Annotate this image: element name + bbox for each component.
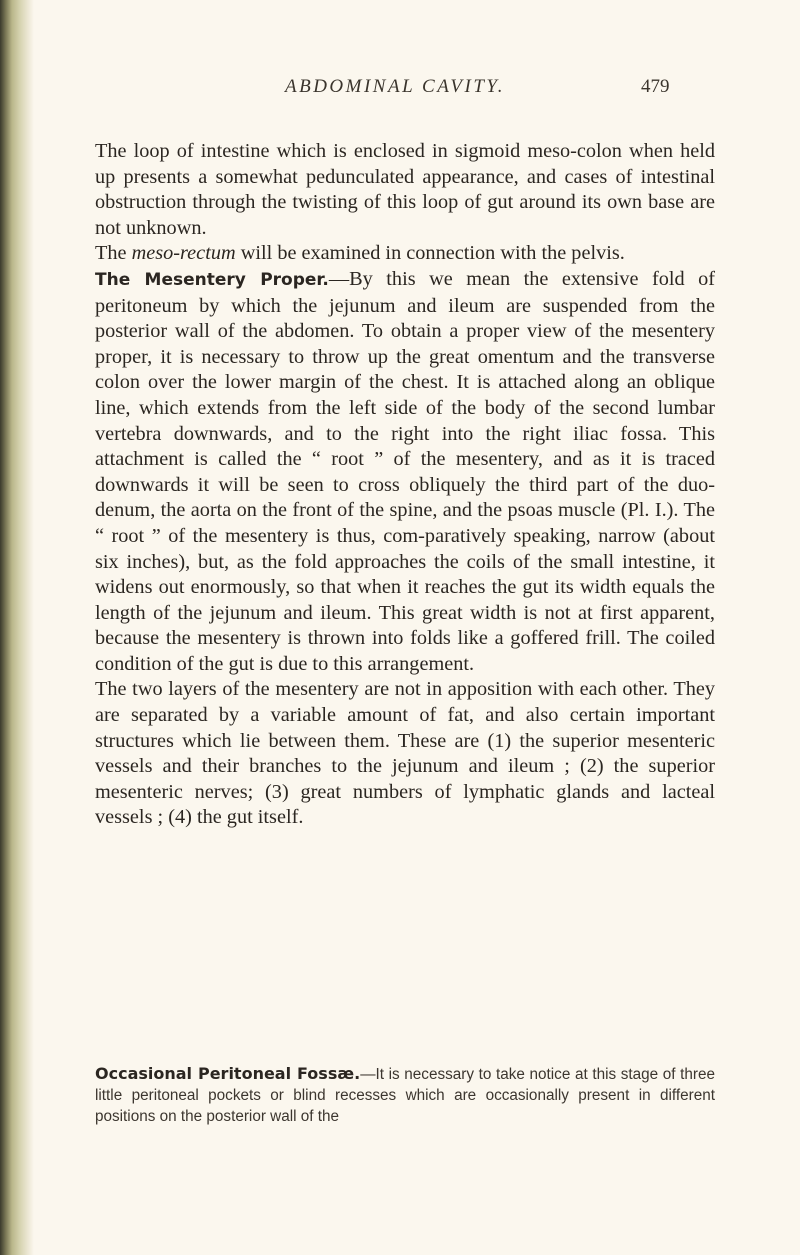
mesentery-proper-text: —By this we mean the extensive fold of peritoneum by which the jejunum and ileum are suspended from the posterior wall of the abdomen. To obtain a proper view of the mesentery proper, it is necessary to throw up the great omentum and the transverse colon over the lower margin of the chest. It is attached along an oblique line, which extends from the left side of the body of the second lumbar vertebra downwards, and to the right into the right iliac fossa. This attachment is called the “ root ” of the mesentery, and as it is traced downwards it will be seen to cross obliquely the third part of the duo-denum, the aorta on the front of the spine, and the psoas muscle (Pl. I.). The “ root ” of the mesentery is thus, com-paratively speaking, narrow (about six inches), but, as the fold approaches the coils of the small intestine, it widens out enormously, so that when it reaches the gut its width equals the length of the jejunum and ileum. This great width is not at first apparent, because the mesentery is thrown into folds like a goffered frill. The coiled condition of the gut is due to this arrangement. bbox=[95, 267, 715, 675]
peritoneal-fossae-text: —It is necessary to take notice at this stage of three little peritoneal pockets or blind recesses which are occasionally present in different positions on the posterior wall of the bbox=[95, 1066, 716, 1125]
paragraph-meso-rectum bbox=[95, 241, 715, 267]
paragraph-peritoneal-fossae bbox=[95, 1063, 715, 1127]
page-header bbox=[0, 76, 800, 106]
running-head: ABDOMINAL CAVITY. bbox=[285, 76, 505, 97]
heading-mesentery-proper: The Mesentery Proper. bbox=[95, 269, 329, 290]
paragraph-sigmoid-loop: The loop of intestine which is enclosed in sigmoid meso-colon when held up presents a somewhat pedunculated appearance, and cases of intestinal obstruction through the twisting of this loop of gut around its own base are not unknown. bbox=[95, 140, 715, 239]
page-number: 479 bbox=[641, 76, 670, 97]
meso-rectum-after: will be examined in connection with the pelvis. bbox=[235, 242, 625, 265]
heading-peritoneal-fossae: Occasional Peritoneal Fossæ. bbox=[95, 1064, 361, 1083]
meso-rectum-before: The bbox=[95, 242, 132, 265]
book-spine-shadow bbox=[0, 0, 34, 1255]
meso-rectum-term: meso-rectum bbox=[131, 242, 236, 265]
small-print-section bbox=[95, 1063, 715, 1127]
body-text bbox=[95, 139, 715, 831]
paragraph-mesentery-layers: The two layers of the mesentery are not in apposition with each other. They are separated by a variable amount of fat, and also certain important structures which lie between them. These are (1) the superior mesenteric vessels and their branches to the jejunum and ileum ; (2) the superior mesenteric nerves; (3) great numbers of lymphatic glands and lacteal vessels ; (4) the gut itself. bbox=[95, 678, 715, 829]
paragraph-mesentery-proper bbox=[95, 267, 715, 678]
